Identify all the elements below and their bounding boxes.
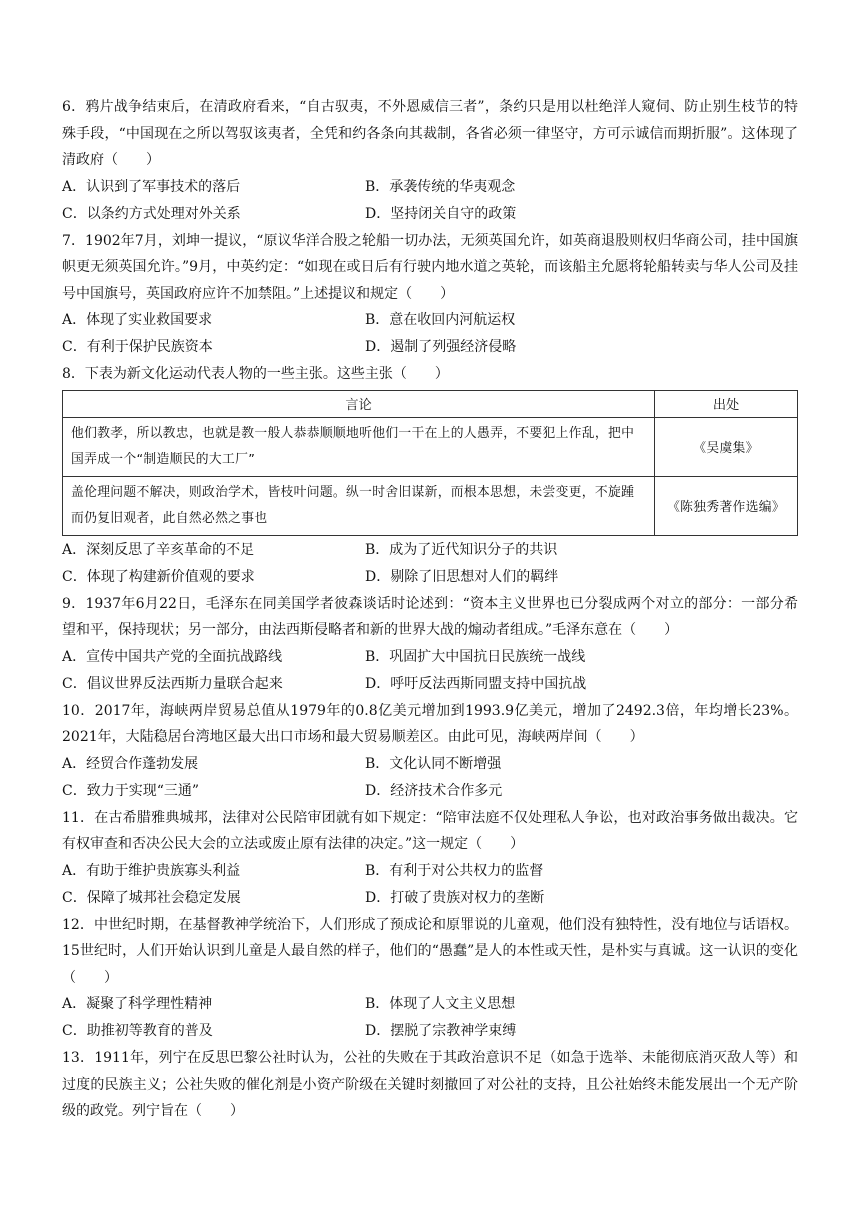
question-8 [62, 361, 798, 591]
question-stem: 6．鸦片战争结束后，在清政府看来，“自古驭夷，不外恩威信三者”，条约只是用以杜绝洋人窥伺、防止别生枝节的特殊手段，“中国现在之所以驾驭该夷者，全凭和约各条向其裁制，各省必须一律坚守，方可示诚信而期折服”。这体现了清政府（ ） [62, 99, 798, 168]
option-c[interactable]: C．倡议世界反法西斯力量联合起来 [62, 675, 283, 692]
option-d[interactable]: D．呼吁反法西斯同盟支持中国抗战 [365, 675, 587, 692]
option-a[interactable]: A．深刻反思了辛亥革命的不足 [62, 541, 255, 558]
option-b[interactable]: B．巩固扩大中国抗日民族统一战线 [365, 648, 586, 665]
option-d[interactable]: D．打破了贵族对权力的垄断 [365, 889, 545, 906]
question-stem: 9．1937年6月22日，毛泽东在同美国学者彼森谈话时论述到：“资本主义世界也已分裂成两个对立的部分：一部分希望和平，保持现状；另一部分，由法西斯侵略者和新的世界大战的煽动者组成。”毛泽东意在（ ） [62, 595, 798, 638]
option-b[interactable]: B．有利于对公共权力的监督 [365, 862, 544, 879]
question-11 [62, 805, 798, 912]
options [62, 991, 798, 1045]
quote-source: 《陈独秀著作选编》 [655, 476, 798, 535]
option-d[interactable]: D．坚持闭关自守的政策 [365, 205, 517, 222]
table-header-row [63, 390, 798, 417]
options [62, 537, 798, 591]
quote-source: 《吴虞集》 [655, 417, 798, 476]
table-row [63, 417, 798, 476]
options [62, 174, 798, 228]
option-b[interactable]: B．承袭传统的华夷观念 [365, 178, 516, 195]
options [62, 751, 798, 805]
question-stem: 10．2017年，海峡两岸贸易总值从1979年的0.8亿美元增加到1993.9亿美元，增加了2492.3倍，年均增长23%。2021年，大陆稳居台湾地区最大出口市场和最大贸易顺差区。由此可见，海峡两岸间（ ） [62, 702, 798, 745]
quote-text: 盖伦理问题不解决，则政治学术，皆枝叶问题。纵一时舍旧谋新，而根本思想，未尝变更，不旋踵而仍复旧观者，此自然必然之事也 [63, 476, 655, 535]
option-d[interactable]: D．摆脱了宗教神学束缚 [365, 1023, 517, 1039]
question-12 [62, 912, 798, 1046]
option-c[interactable]: C．体现了构建新价值观的要求 [62, 568, 255, 585]
option-d[interactable]: D．遏制了列强经济侵略 [365, 339, 517, 355]
quote-text: 他们教孝，所以教忠，也就是教一般人恭恭顺顺地听他们一干在上的人愚弄，不要犯上作乱，把中国弄成一个“制造顺民的大工厂” [63, 417, 655, 476]
option-d[interactable]: D．经济技术合作多元 [365, 782, 503, 799]
option-a[interactable]: A．宣传中国共产党的全面抗战路线 [62, 648, 283, 665]
options [62, 644, 798, 698]
question-7 [62, 228, 798, 362]
question-stem: 8．下表为新文化运动代表人物的一些主张。这些主张（ ） [62, 366, 449, 382]
option-b[interactable]: B．体现了人文主义思想 [365, 996, 516, 1012]
option-b[interactable]: B．文化认同不断增强 [365, 755, 502, 772]
option-c[interactable]: C．保障了城邦社会稳定发展 [62, 889, 241, 906]
question-stem: 7．1902年7月，刘坤一提议，“原议华洋合股之轮船一切办法，无须英国允许，如英商退股则权归华商公司，挂中国旗帜更无须英国允许。”9月，中英约定：“如现在或日后有行驶内地水道之英轮，而该船主允愿将轮船转卖与华人公司及挂号中国旗号，英国政府应许不加禁阻。”上述提议和规定（ ） [62, 232, 798, 302]
question-stem: 11．在古希腊雅典城邦，法律对公民陪审团就有如下规定：“陪审法庭不仅处理私人争讼，也对政治事务做出裁决。它有权审查和否决公民大会的立法或废止原有法律的决定。”这一规定（ ） [62, 809, 798, 852]
options [62, 858, 798, 912]
option-c[interactable]: C．助推初等教育的普及 [62, 1023, 213, 1039]
option-b[interactable]: B．意在收回内河航运权 [365, 312, 516, 328]
option-a[interactable]: A．有助于维护贵族寡头利益 [62, 862, 241, 879]
option-a[interactable]: A．认识到了军事技术的落后 [62, 178, 241, 195]
option-c[interactable]: C．致力于实现“三通” [62, 782, 200, 799]
table-row [63, 476, 798, 535]
question-stem: 12．中世纪时期，在基督教神学统治下，人们形成了预成论和原罪说的儿童观，他们没有独特性，没有地位与话语权。15世纪时，人们开始认识到儿童是人最自然的样子，他们的“愚蠢”是人的本性或天性，是朴实与真诚。这一认识的变化（ ） [62, 916, 798, 986]
table-header-quote: 言论 [63, 390, 655, 417]
question-6 [62, 94, 798, 228]
question-stem: 13．1911年，列宁在反思巴黎公社时认为，公社的失败在于其政治意识不足（如急于选举、未能彻底消灭敌人等）和过度的民族主义；公社失败的催化剂是小资产阶级在关键时刻撤回了对公社的支持，且公社始终未能发展出一个无产阶级的政党。列宁旨在（ ） [62, 1050, 798, 1119]
option-a[interactable]: A．凝聚了科学理性精神 [62, 996, 213, 1012]
table-header-source: 出处 [655, 390, 798, 417]
option-b[interactable]: B．成为了近代知识分子的共识 [365, 541, 558, 558]
option-a[interactable]: A．体现了实业救国要求 [62, 312, 213, 328]
option-d[interactable]: D．剔除了旧思想对人们的羁绊 [365, 568, 559, 585]
options [62, 307, 798, 361]
option-c[interactable]: C．有利于保护民族资本 [62, 339, 213, 355]
option-c[interactable]: C．以条约方式处理对外关系 [62, 205, 241, 222]
option-a[interactable]: A．经贸合作蓬勃发展 [62, 755, 199, 772]
quote-table [62, 390, 798, 536]
question-9 [62, 591, 798, 698]
question-13 [62, 1045, 798, 1125]
question-10 [62, 698, 798, 805]
